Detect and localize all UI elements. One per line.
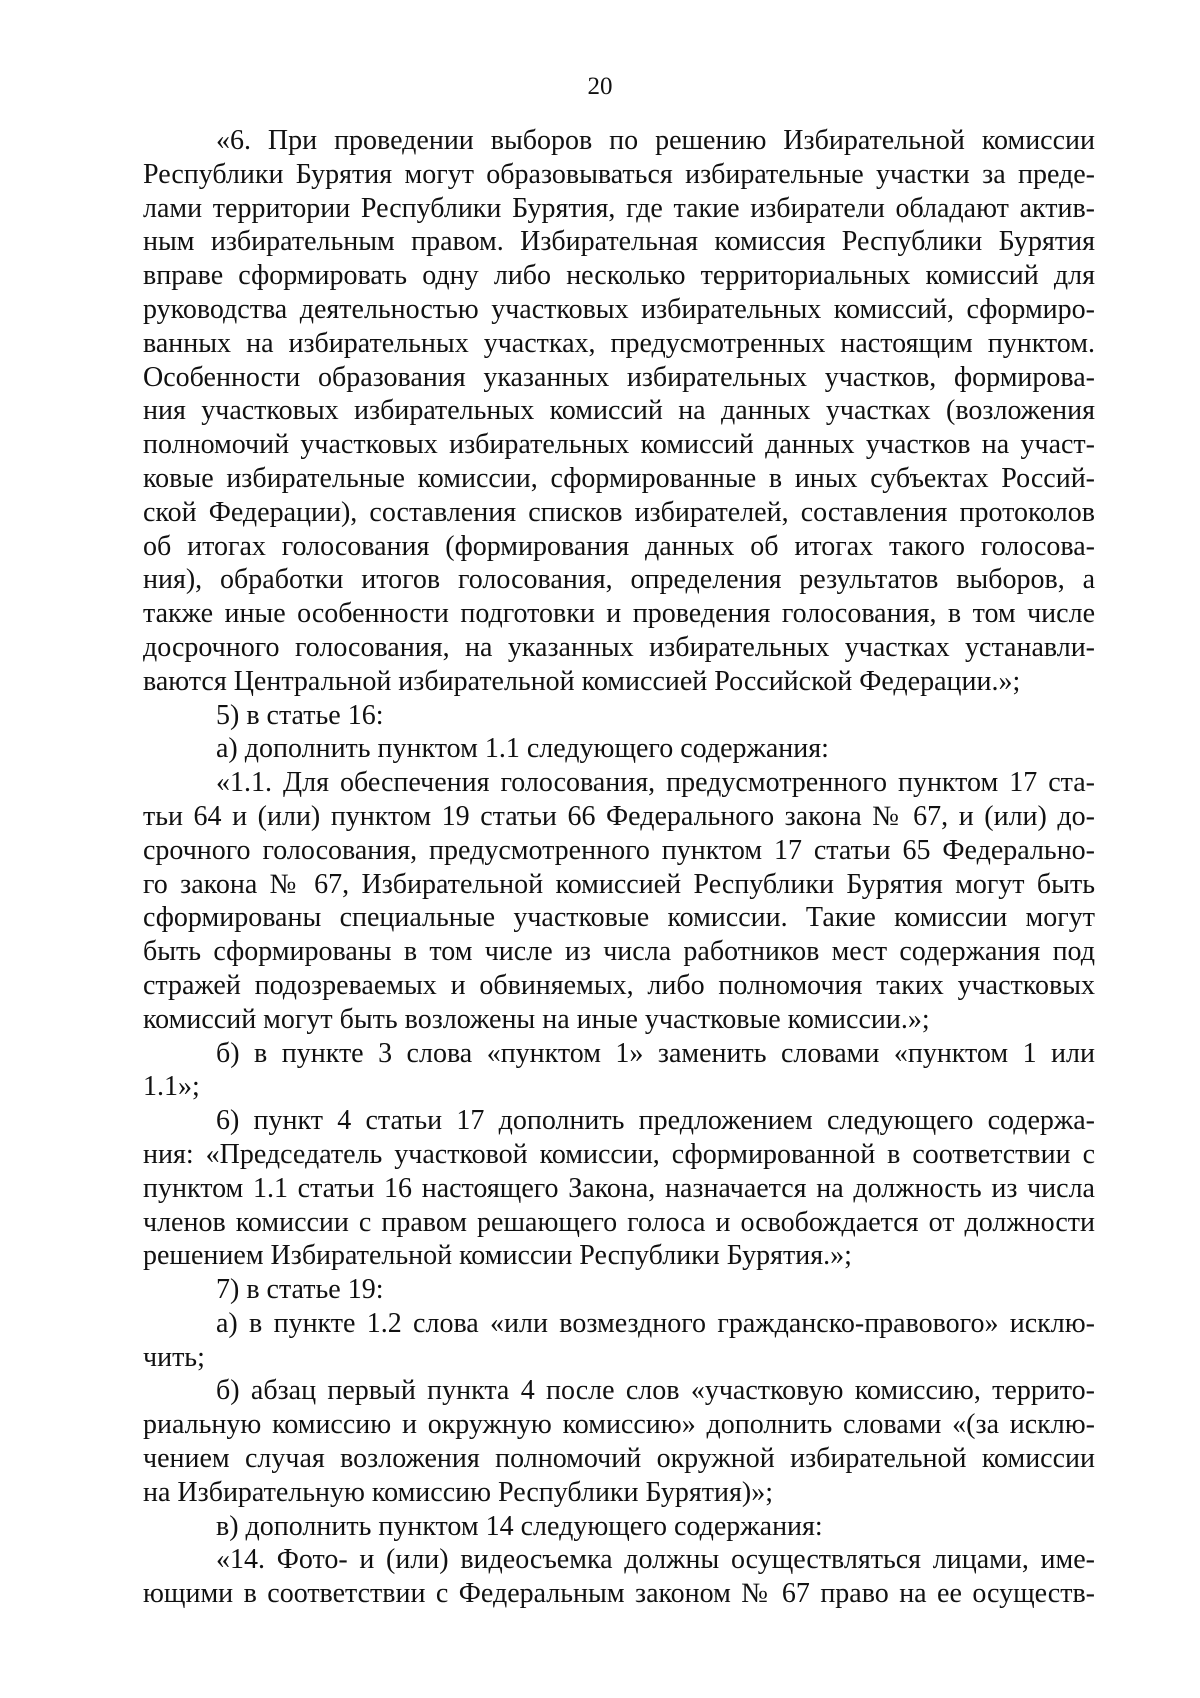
text-line: чить; [143, 1341, 205, 1373]
text-line: 5) в статье 16: [216, 699, 384, 731]
text-line: Республики Бурятия могут образовываться избирательные участки за преде- [143, 158, 1095, 190]
text-line: ванных на избирательных участках, предусмотренных настоящим пунктом. [143, 327, 1095, 359]
text-line: 1.1»; [143, 1071, 200, 1103]
text-line: го закона № 67, Избирательной комиссией Республики Бурятия могут быть [143, 868, 1095, 900]
text-line: срочного голосования, предусмотренного пунктом 17 статьи 65 Федерально- [143, 834, 1095, 866]
text-line: об итогах голосования (формирования данных об итогах такого голосова- [143, 530, 1095, 562]
text-line: Особенности образования указанных избирательных участков, формирова- [143, 361, 1095, 393]
text-line: 7) в статье 19: [216, 1274, 384, 1306]
text-line: решением Избирательной комиссии Республики Бурятия.»; [143, 1240, 852, 1272]
text-line: тьи 64 и (или) пунктом 19 статьи 66 Федерального закона № 67, и (или) до- [143, 800, 1095, 832]
text-line: быть сформированы в том числе из числа работников мест содержания под [143, 936, 1095, 968]
text-line: комиссий могут быть возложены на иные участковые комиссии.»; [143, 1003, 930, 1035]
text-line: ния), обработки итогов голосования, определения результатов выборов, а [143, 564, 1095, 596]
text-line: также иные особенности подготовки и проведения голосования, в том числе [143, 598, 1095, 630]
text-line: «14. Фото- и (или) видеосъемка должны осуществляться лицами, име- [216, 1544, 1095, 1576]
page-number: 20 [587, 73, 613, 100]
text-line: ской Федерации), составления списков избирателей, составления протоколов [143, 496, 1095, 528]
text-line: лами территории Республики Бурятия, где такие избиратели обладают актив- [143, 192, 1095, 224]
text-line: на Избирательную комиссию Республики Бурятия)»; [143, 1476, 773, 1508]
text-line: б) в пункте 3 слова «пунктом 1» заменить словами «пунктом 1 или [216, 1037, 1095, 1069]
text-line: вправе сформировать одну либо несколько территориальных комиссий для [143, 260, 1095, 292]
text-line: досрочного голосования, на указанных избирательных участках устанавли- [143, 631, 1095, 663]
text-line: ваются Центральной избирательной комиссией Российской Федерации.»; [143, 665, 1021, 697]
text-line: пунктом 1.1 статьи 16 настоящего Закона, назначается на должность из числа [143, 1172, 1095, 1204]
text-line: руководства деятельностью участковых избирательных комиссий, сформиро- [143, 293, 1095, 325]
text-line: б) абзац первый пункта 4 после слов «участковую комиссию, террито- [216, 1375, 1095, 1407]
text-line: 6) пункт 4 статьи 17 дополнить предложением следующего содержа- [216, 1105, 1095, 1137]
text-line: ющими в соответствии с Федеральным законом № 67 право на ее осуществ- [143, 1578, 1095, 1610]
document-body [143, 124, 1095, 1611]
text-line: сформированы специальные участковые комиссии. Такие комиссии могут [143, 902, 1095, 934]
text-line: а) дополнить пунктом 1.1 следующего содержания: [216, 733, 829, 765]
text-line: чением случая возложения полномочий окружной избирательной комиссии [143, 1443, 1095, 1475]
text-line: стражей подозреваемых и обвиняемых, либо полномочия таких участковых [143, 969, 1095, 1001]
text-line: риальную комиссию и окружную комиссию» дополнить словами «(за исклю- [143, 1409, 1095, 1441]
text-line: ния участковых избирательных комиссий на данных участках (возложения [143, 395, 1095, 427]
text-line: ния: «Председатель участковой комиссии, сформированной в соответствии с [143, 1138, 1095, 1170]
text-line: полномочий участковых избирательных комиссий данных участков на участ- [143, 429, 1095, 461]
text-line: «1.1. Для обеспечения голосования, предусмотренного пунктом 17 ста- [216, 767, 1095, 799]
text-line: в) дополнить пунктом 14 следующего содержания: [216, 1510, 823, 1542]
text-line: ковые избирательные комиссии, сформированные в иных субъектах Россий- [143, 462, 1095, 494]
text-line: а) в пункте 1.2 слова «или возмездного гражданско-правового» исклю- [216, 1307, 1095, 1339]
text-line: ным избирательным правом. Избирательная комиссия Республики Бурятия [143, 226, 1095, 258]
text-line: «6. При проведении выборов по решению Избирательной комиссии [216, 125, 1095, 156]
text-line: членов комиссии с правом решающего голоса и освобождается от должности [143, 1206, 1095, 1238]
